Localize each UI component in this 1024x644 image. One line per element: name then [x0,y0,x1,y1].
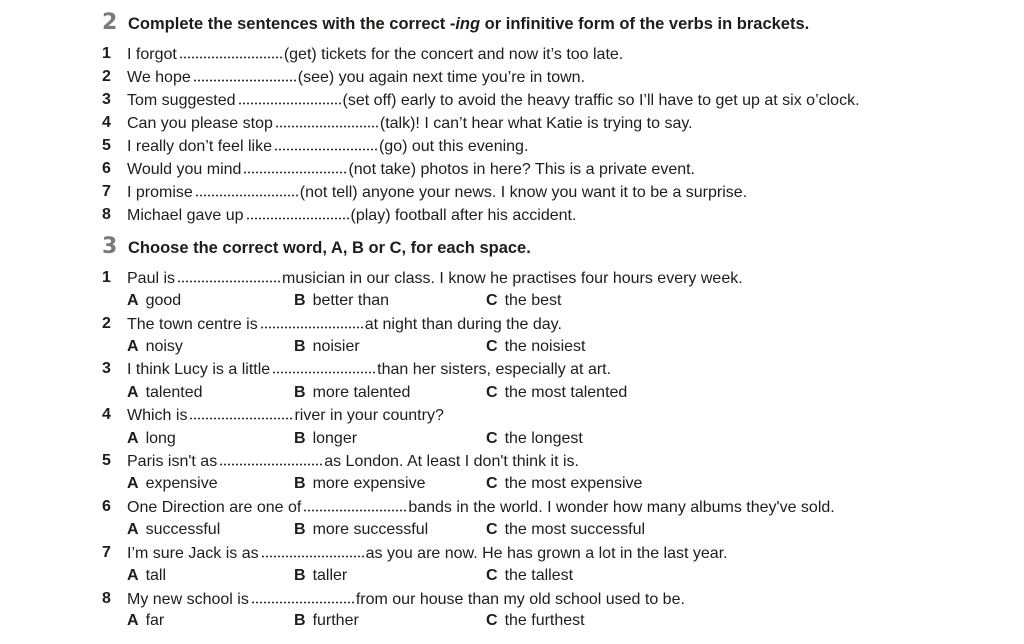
option-a[interactable]: A talented [127,384,203,401]
option-c[interactable]: C the most expensive [486,475,643,492]
item-number: 5 [102,137,111,154]
option-c[interactable]: C the most successful [486,521,646,538]
option-b[interactable]: B more expensive [294,475,426,492]
section-2-heading [102,10,809,35]
option-c[interactable]: C the most talented [486,384,628,401]
option-c[interactable]: C the longest [486,430,583,447]
item-number: 1 [102,45,111,62]
item-number: 2 [102,68,111,85]
answer-blank[interactable] [219,452,322,466]
answer-blank[interactable] [275,114,378,128]
item-number: 3 [102,360,111,377]
option-b[interactable]: B more successful [294,521,429,538]
answer-blank[interactable] [303,498,406,512]
item-sentence: My new school is from our house than my old school used to be. [127,591,685,608]
item-sentence: Would you mind (not take) photos in here? This is a private event. [127,161,695,178]
item-sentence: One Direction are one of bands in the world. I wonder how many albums they've sold. [127,499,835,516]
item-number: 5 [102,452,111,469]
section-title: Complete the sentences with the correct -ing or infinitive form of the verbs in brackets. [128,15,810,33]
item-sentence: Paul is musician in our class. I know he practises four hours every week. [127,270,743,287]
answer-blank[interactable] [246,206,349,220]
item-number: 8 [102,206,111,223]
item-number: 4 [102,114,111,131]
item-sentence: I’m sure Jack is as as you are now. He has grown a lot in the last year. [127,545,728,562]
item-number: 4 [102,406,111,423]
option-c[interactable]: C the tallest [486,567,574,584]
option-b[interactable]: B noisier [294,338,360,355]
option-a[interactable]: A noisy [127,338,183,355]
item-number: 6 [102,160,111,177]
item-sentence: Tom suggested (set off) early to avoid the heavy traffic so I’ll have to get up at six o’clock. [127,92,860,109]
answer-blank[interactable] [272,360,375,374]
item-sentence: I promise (not tell) anyone your news. I know you want it to be a surprise. [127,184,748,201]
answer-blank[interactable] [251,590,354,604]
answer-blank[interactable] [238,91,341,105]
option-a[interactable]: A tall [127,567,167,584]
answer-blank[interactable] [193,68,296,82]
answer-blank[interactable] [189,406,292,420]
answer-blank[interactable] [177,269,280,283]
item-sentence: Paris isn't as as London. At least I don't think it is. [127,453,579,470]
answer-blank[interactable] [261,544,364,558]
answer-blank[interactable] [195,183,298,197]
item-number: 7 [102,544,111,561]
option-a[interactable]: A expensive [127,475,218,492]
answer-blank[interactable] [179,45,282,59]
item-number: 6 [102,498,111,515]
section-3-heading [102,234,531,259]
item-number: 3 [102,91,111,108]
option-b[interactable]: B longer [294,430,358,447]
answer-blank[interactable] [260,315,363,329]
section-number: 3 [102,234,118,259]
answer-blank[interactable] [274,137,377,151]
item-sentence: I really don’t feel like (go) out this evening. [127,138,529,155]
item-sentence: We hope (see) you again next time you’re in town. [127,69,586,86]
option-b[interactable]: B further [294,612,359,629]
option-c[interactable]: C the furthest [486,612,585,629]
item-sentence: Which is river in your country? [127,407,444,424]
section-number: 2 [102,10,118,35]
option-a[interactable]: A long [127,430,176,447]
option-b[interactable]: B better than [294,292,390,309]
section-title: Choose the correct word, A, B or C, for each space. [128,239,531,257]
item-number: 7 [102,183,111,200]
item-number: 8 [102,590,111,607]
item-sentence: Can you please stop (talk)! I can’t hear what Katie is trying to say. [127,115,693,132]
item-sentence: The town centre is at night than during the day. [127,316,562,333]
option-a[interactable]: A far [127,612,165,629]
item-sentence: I think Lucy is a little than her sisters, especially at art. [127,361,612,378]
item-number: 2 [102,315,111,332]
item-number: 1 [102,269,111,286]
option-c[interactable]: C the best [486,292,562,309]
item-sentence: I forgot (get) tickets for the concert and now it’s too late. [127,46,624,63]
option-a[interactable]: A good [127,292,182,309]
option-b[interactable]: B more talented [294,384,411,401]
option-c[interactable]: C the noisiest [486,338,586,355]
option-a[interactable]: A successful [127,521,221,538]
option-b[interactable]: B taller [294,567,348,584]
answer-blank[interactable] [243,160,346,174]
item-sentence: Michael gave up (play) football after his accident. [127,207,577,224]
